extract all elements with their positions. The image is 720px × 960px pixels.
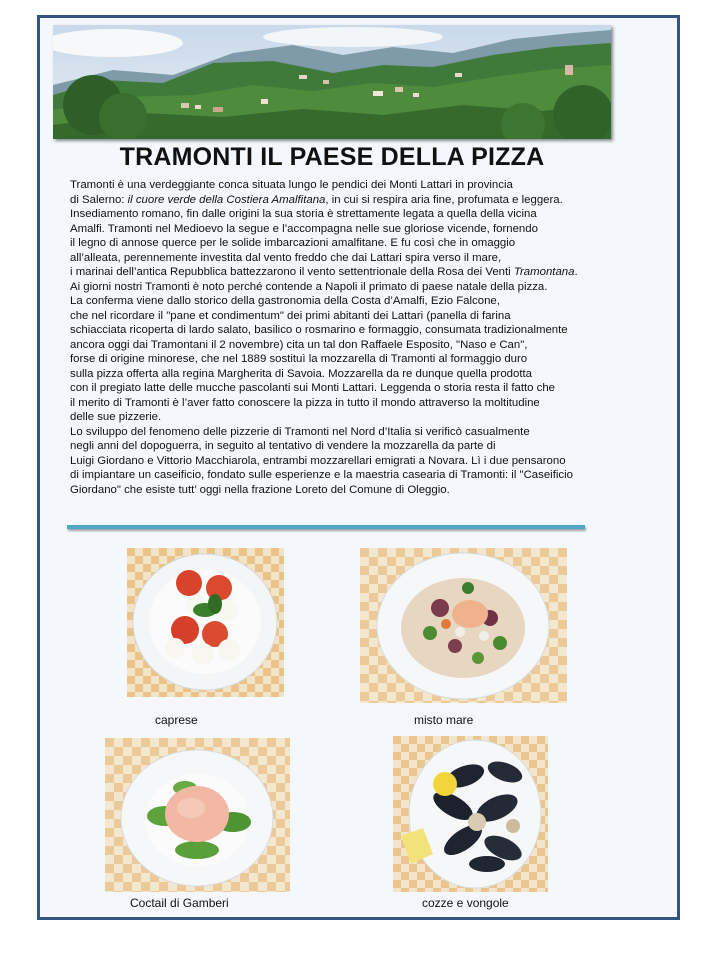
body-line-text: schiacciata ricoperta di lardo salato, basilico o rosmarino e formaggio, consumata tradizionalmente <box>70 324 568 336</box>
body-line-emphasis: Tramontana <box>513 266 575 278</box>
body-line-text: il merito di Tramonti è l’aver fatto conoscere la pizza in tutto il mondo attraverso la moltitudine <box>70 396 540 409</box>
body-line <box>70 425 630 440</box>
body-line <box>70 352 630 367</box>
body-line <box>70 483 630 498</box>
body-line <box>70 396 630 411</box>
page-title: TRAMONTI IL PAESE DELLA PIZZA <box>119 143 545 171</box>
body-line <box>70 193 630 208</box>
body-line-text: di Salerno: <box>70 193 128 206</box>
section-divider <box>67 525 585 529</box>
misto-mare-photo <box>360 548 567 703</box>
cocktail-gamberi-photo <box>105 738 290 892</box>
body-line-text: delle sue pizzerie. <box>70 411 162 423</box>
body-line <box>70 265 630 280</box>
body-line-text: di impiantare un caseificio, fondato sulle esperienze e la maestria casearia di Tramonti: il "Caseificio <box>70 469 573 481</box>
body-line-text: Insediamento romano, fin dalle origini la sua storia è strettamente legata a quella della vicina <box>70 208 537 220</box>
body-line-text: negli anni del dopoguerra, in seguito al tentativo di vendere la mozzarella da parte di <box>70 440 496 452</box>
caprese-caption: caprese <box>155 713 198 727</box>
body-line-text: i marinai dell’antica Repubblica battezzarono il vento settentrionale della Rosa dei Venti <box>70 266 514 278</box>
body-line-text: il legno di annose querce per le solide imbarcazioni amalfitane. E fu così che in omaggio <box>70 237 516 249</box>
body-line <box>70 207 630 222</box>
body-line <box>70 381 630 396</box>
article-body <box>70 178 630 497</box>
body-line <box>70 178 630 193</box>
body-line <box>70 236 630 251</box>
body-line-text: Lo sviluppo del fenomeno delle pizzerie di Tramonti nel Nord d’Italia si verificò casualmente <box>70 425 530 438</box>
misto-mare-caption: misto mare <box>414 713 474 727</box>
body-line <box>70 222 630 237</box>
body-line <box>70 280 630 295</box>
body-line <box>70 454 630 469</box>
body-line <box>70 439 630 454</box>
body-line-text: Luigi Giordano e Vittorio Macchiarola, entrambi mozzarellari emigrati a Novara. Lì i due pensarono <box>70 454 566 467</box>
body-line-text: sulla pizza offerta alla regina Margherita di Savoia. Mozzarella da re dunque quella prodotta <box>70 367 533 380</box>
body-line-text: forse di origine minorese, che nel 1889 sostituì la mozzarella di Tramonti al formaggio duro <box>70 353 528 365</box>
body-line <box>70 251 630 266</box>
body-line <box>70 309 630 324</box>
body-line-text: ancora oggi dai Tramontani il 2 novembre) cita un tal don Raffaele Esposito, "Naso e Can", <box>70 338 528 351</box>
body-line <box>70 294 630 309</box>
body-line <box>70 410 630 425</box>
body-line-tail: , in cui si respira aria fine, profumata e leggera. <box>325 193 563 206</box>
body-line-emphasis: il cuore verde della Costiera Amalfitana <box>127 193 326 206</box>
body-line-text: Ai giorni nostri Tramonti è noto perché contende a Napoli il primato di paese natale della pizza. <box>70 280 548 293</box>
cozze-vongole-photo <box>393 736 548 892</box>
body-line-text: Tramonti è una verdeggiante conca situata lungo le pendici dei Monti Lattari in provincia <box>70 179 513 191</box>
body-line-text: La conferma viene dallo storico della gastronomia della Costa d’Amalfi, Ezio Falcone, <box>70 295 500 307</box>
body-line-text: Amalfi. Tramonti nel Medioevo la segue e l’accompagna nelle sue gloriose vicende, fornendo <box>70 222 538 235</box>
body-line <box>70 367 630 382</box>
body-line-text: Giordano" che esiste tutt’ oggi nella frazione Loreto del Comune di Oleggio. <box>70 483 450 496</box>
cozze-vongole-caption: cozze e vongole <box>422 896 509 910</box>
body-line <box>70 323 630 338</box>
body-line <box>70 468 630 483</box>
body-line-text: che nel ricordare il "pane et condimentum" dei primi abitanti dei Lattari (panella di farina <box>70 309 511 322</box>
body-line <box>70 338 630 353</box>
body-line-text: all’alleata, perennemente investita dal vento freddo che dai Lattari spira verso il mare, <box>70 251 502 264</box>
cocktail-gamberi-caption: Coctail di Gamberi <box>130 896 229 910</box>
body-line-tail: . <box>574 266 578 278</box>
caprese-photo <box>127 548 284 697</box>
body-line-text: con il pregiato latte delle mucche pascolanti sui Monti Lattari. Leggenda o storia resta il fatto che <box>70 382 556 394</box>
landscape-banner-image <box>53 25 611 139</box>
